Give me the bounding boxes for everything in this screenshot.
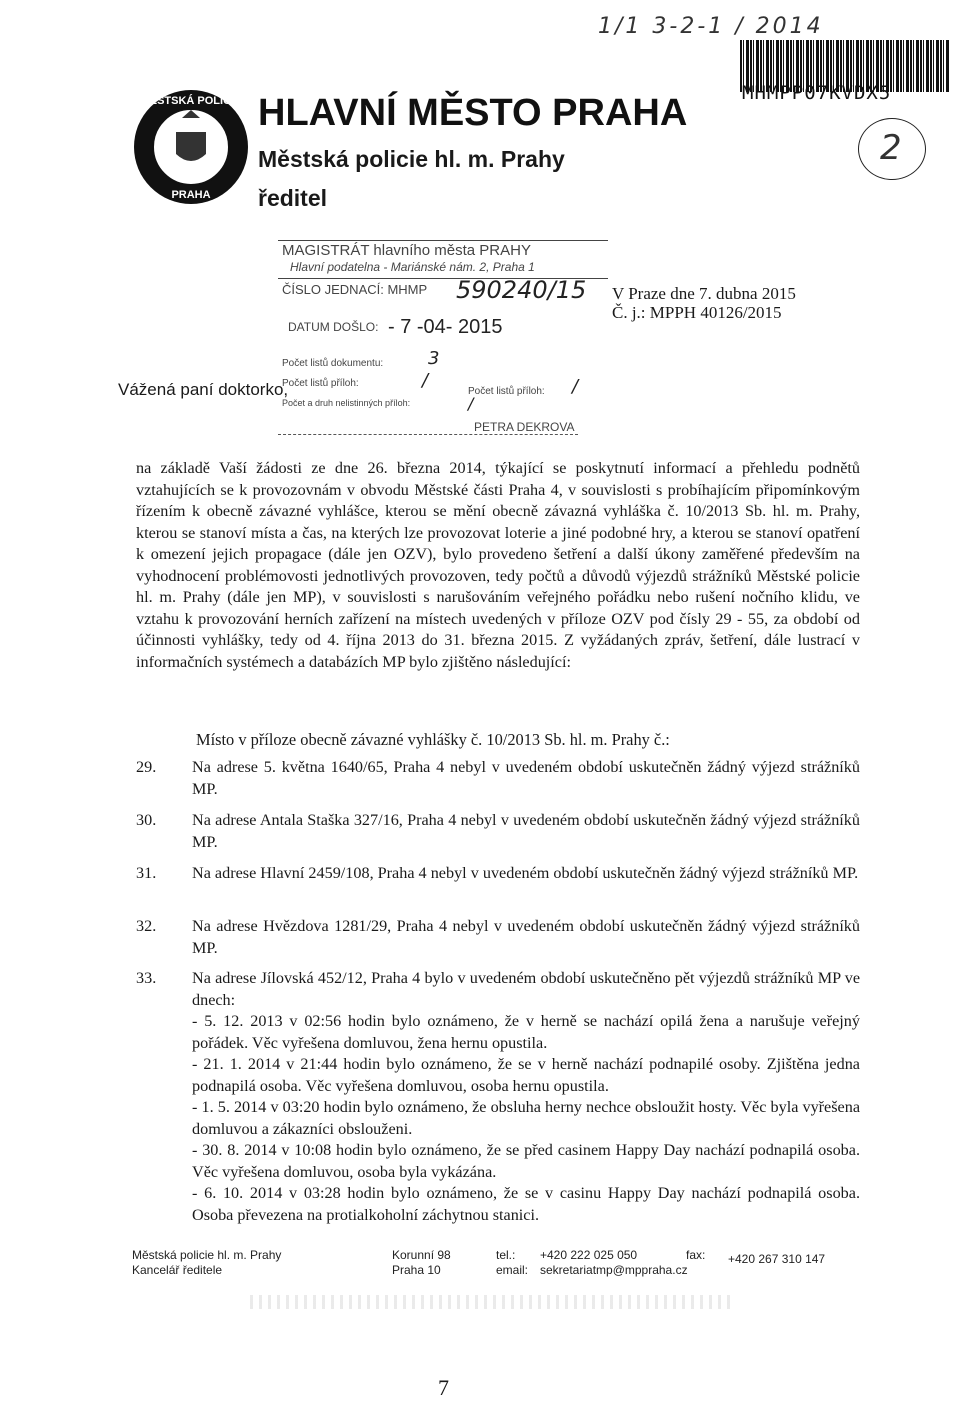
footer-address-line-2: Praha 10 (392, 1263, 441, 1277)
footer-org (132, 1248, 281, 1278)
footer-org-line-2: Kancelář ředitele (132, 1263, 223, 1277)
list-item-text: Na adrese 5. května 1640/65, Praha 4 nebyl v uvedeném období uskutečněn žádný výjezd strážníků MP. (192, 758, 860, 798)
list-item-text: Na adrese Jílovská 452/12, Praha 4 bylo v uvedeném období uskutečněno pět výjezdů strážníků MP ve dnech: (192, 969, 860, 1009)
stamp-date-label: DATUM DOŠLO: (288, 320, 379, 334)
stamp-attach-pages-label: Počet listů příloh: (282, 378, 359, 389)
place-heading: Místo v příloze obecně závazné vyhlášky č. 10/2013 Sb. hl. m. Prahy č.: (196, 730, 670, 749)
salutation: Vážená paní doktorko, (118, 380, 289, 399)
list-item-number: 31. (136, 864, 157, 882)
stamp-nonpaper-value: / (468, 394, 474, 413)
list-item-number: 29. (136, 758, 157, 776)
stamp-attach-sheets-value: / (572, 376, 579, 397)
case-reference: Č. j.: MPPH 40126/2015 (612, 303, 782, 322)
stamp-line-2: Hlavní podatelna - Mariánské nám. 2, Praha 1 (290, 260, 535, 274)
department-title: Městská policie hl. m. Prahy (258, 146, 565, 172)
list-item-number: 33. (136, 969, 157, 987)
footer-address-line-1: Korunní 98 (392, 1248, 451, 1262)
registry-stamp (278, 234, 608, 449)
barcode-text: MHMPP07KVDX5 (742, 82, 892, 104)
attachment-number: 2 (880, 128, 902, 168)
stamp-doc-pages-label: Počet listů dokumentu: (282, 358, 384, 369)
stamp-ref-value: 590240/15 (456, 276, 587, 304)
footer-contact-labels (496, 1248, 528, 1278)
place-and-date: V Praze dne 7. dubna 2015 (612, 284, 796, 303)
incident-entry: - 30. 8. 2014 v 10:08 hodin bylo oznámeno, že se před casinem Happy Day nachází podnapilá osoba. Věc vyřešena domluvou, osoba byla vykázána. (192, 1141, 860, 1181)
handwritten-reference: 1/1 3-2-1 / 2014 (598, 14, 824, 39)
footer-fax-label: fax: (686, 1248, 706, 1262)
footer-tel-label: tel.: (496, 1248, 516, 1262)
list-item-number: 32. (136, 917, 157, 935)
footer-org-line-1: Městská policie hl. m. Prahy (132, 1248, 282, 1262)
footer-tel-value: +420 222 025 050 (540, 1248, 638, 1262)
body-paragraph: na základě Vaší žádosti ze dne 26. března 2014, týkající se poskytnutí informací a přehledu podnětů vztahujících se k provozovnám v obvodu Městské části Praha 4, v souvislosti s probíhajícím připomínkovým řízením k obecně závazné vyhlášce, kterou se mění obecně závazná vyhláška č. 10/2013 Sb. hl. m. Prahy, kterou se stanoví místa a čas, na kterých lze provozovat loterie a jiné podobné hry, a kterou se stanoví opatření k omezení jejich propagace (dále jen OZV), bylo provedeno šetření a další úkony zaměřené především na vyhodnocení problémovosti jednotlivých provozoven, tedy počtů a důvodů výjezdů strážníků Městské policie hl. m. Prahy (dále jen MP), v souvislosti s narušováním veřejného pořádku nebo rušení nočního klidu, ve vztahu k provozování herních zařízení na místech uvedených v příloze OZV pod čísly 29 - 55, za období od účinnosti vyhlášky, tedy od 4. října 2013 do 31. března 2015. Z vyžádaných zpráv, šetření, dále lustrací v informačních systémech a databázích MP bylo zjištěno následující: (136, 459, 860, 671)
svg-text:MĚSTSKÁ POLICIE: MĚSTSKÁ POLICIE (140, 95, 242, 107)
list-item-number: 30. (136, 811, 157, 829)
incident-entry: - 1. 5. 2014 v 03:20 hodin bylo oznámeno, že obsluha herny nechce obsloužit hosty. Věc byla vyřešena domluvou a zákazníci obslouženi. (192, 1098, 860, 1138)
stamp-signature: PETRA DEKROVA (474, 420, 575, 434)
footer-email-value: sekretariatmp@mppraha.cz (540, 1263, 688, 1277)
stamp-attach-pages-value: / (422, 370, 429, 391)
list-item-text: Na adrese Hlavní 2459/108, Praha 4 nebyl v uvedeném období uskutečněn žádný výjezd strážníků MP. (192, 864, 859, 882)
list-item-text: Na adrese Antala Staška 327/16, Praha 4 nebyl v uvedeném období uskutečněn žádný výjezd strážníků MP. (192, 811, 860, 851)
stamp-date-value: - 7 -04- 2015 (388, 316, 503, 338)
footer-contact-values (540, 1248, 688, 1278)
director-title: ředitel (258, 185, 328, 211)
list-item-text: Na adrese Hvězdova 1281/29, Praha 4 nebyl v uvedeném období uskutečněn žádný výjezd strážníků MP. (192, 917, 860, 957)
footer-address (392, 1248, 451, 1278)
city-title: HLAVNÍ MĚSTO PRAHA (258, 92, 688, 134)
stamp-line-1: MAGISTRÁT hlavního města PRAHY (282, 242, 531, 259)
municipal-police-emblem (132, 88, 250, 206)
page-number: 7 (438, 1375, 449, 1400)
footer-fax-value: +420 267 310 147 (728, 1252, 826, 1266)
footer-email-label: email: (496, 1263, 529, 1277)
incident-entry: - 21. 1. 2014 v 21:44 hodin bylo oznámeno, že se v herně nachází podnapilé osoby. Zjištěna jedna podnapilá osoba. Věc vyřešena domluvou, osoba hernu opustila. (192, 1055, 860, 1095)
stamp-ref-label: ČÍSLO JEDNACÍ: MHMP (282, 282, 428, 297)
svg-text:PRAHA: PRAHA (171, 189, 211, 201)
incident-entry: - 6. 10. 2014 v 03:28 hodin bylo oznámeno, že se v casinu Happy Day nachází podnapilá osoba. Osoba převezena na protialkoholní záchytnou stanici. (192, 1184, 860, 1224)
footer-scan-noise (250, 1295, 730, 1309)
stamp-doc-pages-value: 3 (428, 348, 440, 369)
stamp-attach-sheets-label: Počet listů příloh: (468, 386, 545, 397)
incident-entry: - 5. 12. 2013 v 02:56 hodin bylo oznámeno, že v herně se nachází opilá žena a narušuje veřejný pořádek. Věc vyřešena domluvou, žena hernu opustila. (192, 1012, 860, 1052)
stamp-nonpaper-label: Počet a druh nelistinných příloh: (282, 398, 411, 408)
